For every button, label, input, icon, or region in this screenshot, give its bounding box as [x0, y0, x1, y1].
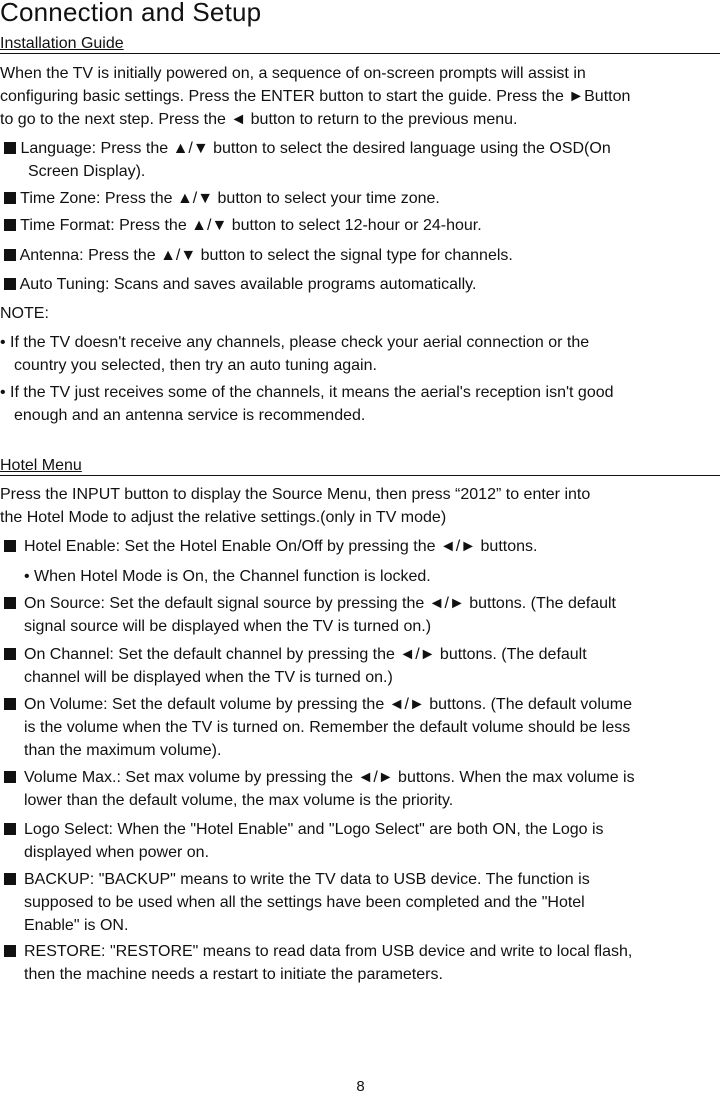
list-item-logo-select	[4, 818, 720, 864]
list-item-language	[4, 137, 720, 183]
square-bullet-icon	[4, 142, 16, 154]
list-item-antenna	[4, 244, 720, 267]
note-item	[0, 331, 720, 377]
list-item-text: displayed when power on.	[24, 844, 210, 861]
list-item-text: BACKUP: "BACKUP" means to write the TV data to USB device. The function is	[24, 871, 590, 888]
square-bullet-icon	[4, 698, 16, 710]
list-item-on-source	[4, 592, 720, 638]
list-item-on-volume	[4, 693, 720, 762]
square-bullet-icon	[4, 597, 16, 609]
list-item-text: channel will be displayed when the TV is turned on.)	[24, 669, 393, 686]
list-item-backup	[4, 868, 720, 937]
page-number: 8	[356, 1078, 365, 1095]
page-title: Connection and Setup	[0, 0, 262, 27]
list-item-text: than the maximum volume).	[24, 742, 222, 759]
square-bullet-icon	[4, 823, 16, 835]
sub-list-item: • When Hotel Mode is On, the Channel function is locked.	[24, 568, 431, 585]
section-heading-installation-guide	[0, 35, 720, 54]
note-label: NOTE:	[0, 305, 49, 322]
list-item-text: Logo Select: When the "Hotel Enable" and "Logo Select" are both ON, the Logo is	[24, 821, 604, 838]
list-item-text: Hotel Enable: Set the Hotel Enable On/Off by pressing the ◄/► buttons.	[24, 538, 538, 555]
note-text: enough and an antenna service is recommended.	[14, 407, 366, 424]
list-item-volume-max	[4, 766, 720, 812]
hotel-intro	[0, 483, 720, 529]
list-item-text: On Source: Set the default signal source by pressing the ◄/► buttons. (The default	[24, 595, 616, 612]
list-item-text: Screen Display).	[28, 163, 146, 180]
note-item	[0, 381, 720, 427]
list-item-text: signal source will be displayed when the TV is turned on.)	[24, 618, 432, 635]
square-bullet-icon	[4, 540, 16, 552]
list-item-text: Volume Max.: Set max volume by pressing the ◄/► buttons. When the max volume is	[24, 769, 635, 786]
square-bullet-icon	[4, 192, 16, 204]
installation-intro	[0, 62, 720, 131]
intro-line: Press the INPUT button to display the Source Menu, then press “2012” to enter into	[0, 486, 591, 503]
list-item-auto-tuning	[4, 273, 720, 296]
section-heading-label: Installation Guide	[0, 35, 124, 52]
list-item-text: then the machine needs a restart to initiate the parameters.	[24, 966, 443, 983]
list-item-time-format	[4, 214, 720, 237]
note-text: • If the TV doesn't receive any channels, please check your aerial connection or the	[0, 334, 590, 351]
intro-line: to go to the next step. Press the ◄ button to return to the previous menu.	[0, 111, 518, 128]
list-item-text: Language: Press the ▲/▼ button to select the desired language using the OSD(On	[20, 140, 611, 157]
list-item-text: On Volume: Set the default volume by pressing the ◄/► buttons. (The default volume	[24, 696, 632, 713]
list-item-hotel-enable	[4, 535, 720, 558]
section-heading-hotel-menu	[0, 457, 720, 476]
intro-line: configuring basic settings. Press the ENTER button to start the guide. Press the ►Button	[0, 88, 631, 105]
list-item-text: Antenna: Press the ▲/▼ button to select the signal type for channels.	[19, 247, 513, 264]
list-item-restore	[4, 940, 720, 986]
square-bullet-icon	[4, 249, 16, 261]
intro-line: the Hotel Mode to adjust the relative settings.(only in TV mode)	[0, 509, 447, 526]
list-item-text: RESTORE: "RESTORE" means to read data from USB device and write to local flash,	[24, 943, 633, 960]
square-bullet-icon	[4, 771, 16, 783]
list-item-text: Time Format: Press the ▲/▼ button to select 12-hour or 24-hour.	[20, 217, 482, 234]
list-item-text: is the volume when the TV is turned on. Remember the default volume should be less	[24, 719, 631, 736]
list-item-text: On Channel: Set the default channel by pressing the ◄/► buttons. (The default	[24, 646, 587, 663]
section-heading-label: Hotel Menu	[0, 457, 82, 474]
intro-line: When the TV is initially powered on, a sequence of on-screen prompts will assist in	[0, 65, 586, 82]
square-bullet-icon	[4, 945, 16, 957]
list-item-text: Enable" is ON.	[24, 917, 129, 934]
square-bullet-icon	[4, 278, 16, 290]
note-text: country you selected, then try an auto tuning again.	[14, 357, 377, 374]
list-item-text: Auto Tuning: Scans and saves available programs automatically.	[19, 276, 477, 293]
list-item-time-zone	[4, 187, 720, 210]
square-bullet-icon	[4, 873, 16, 885]
list-item-text: lower than the default volume, the max volume is the priority.	[24, 792, 454, 809]
list-item-on-channel	[4, 643, 720, 689]
list-item-text: Time Zone: Press the ▲/▼ button to select your time zone.	[20, 190, 440, 207]
square-bullet-icon	[4, 648, 16, 660]
note-text: • If the TV just receives some of the channels, it means the aerial's reception isn't good	[0, 384, 614, 401]
list-item-text: supposed to be used when all the settings have been completed and the "Hotel	[24, 894, 585, 911]
square-bullet-icon	[4, 219, 16, 231]
